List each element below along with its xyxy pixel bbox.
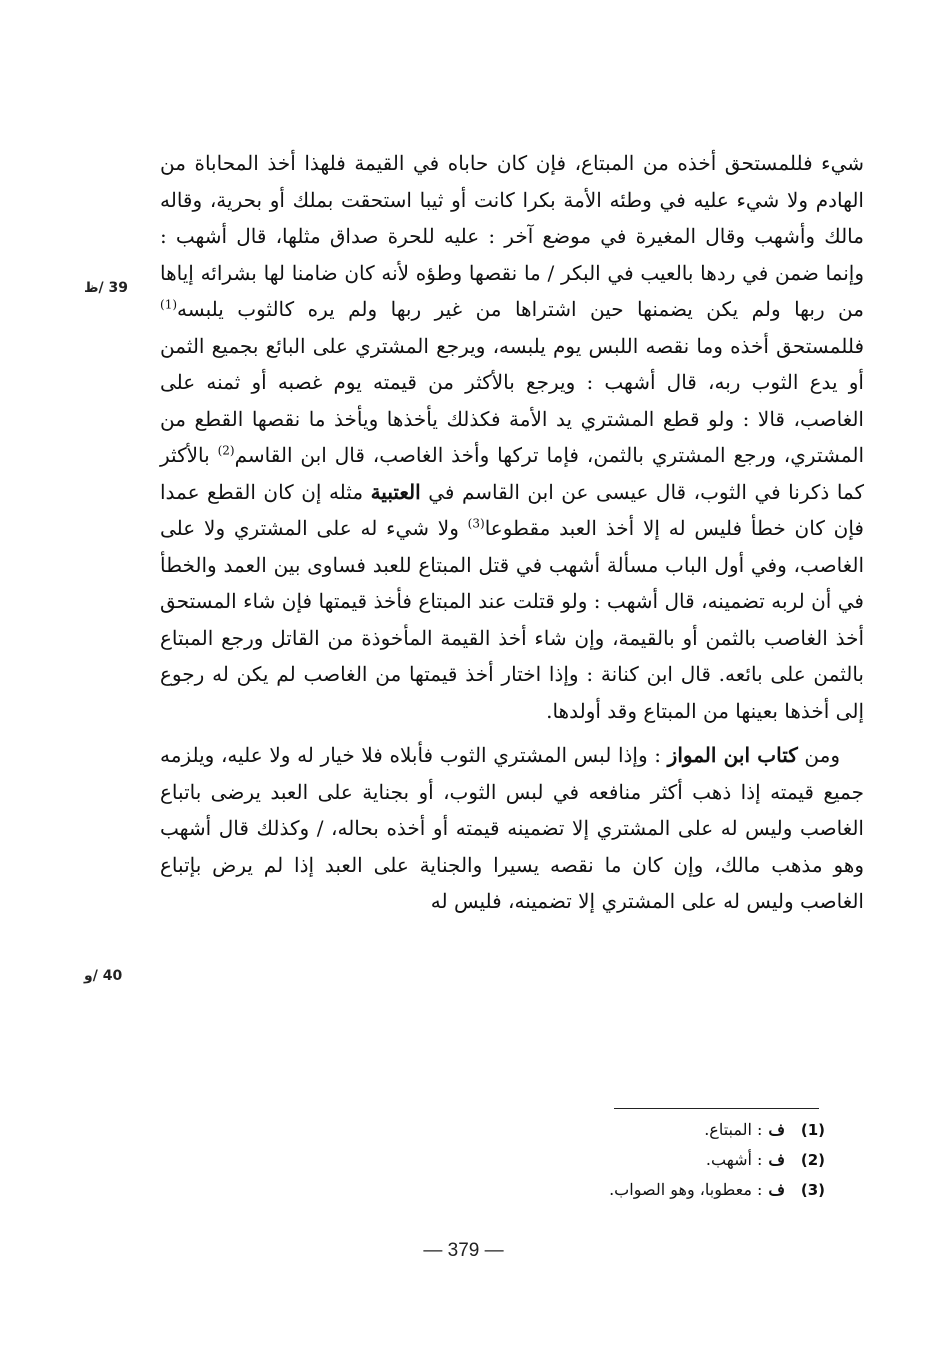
text-run: ومن	[797, 743, 841, 767]
main-text	[160, 145, 864, 920]
folio-marker: 40 /و	[84, 968, 123, 984]
text-run: فللمستحق أخذه وما نقصه اللبس يوم يلبسه، ويرجع المشتري على البائع بجميع الثمن أو يدع الثوب ربه، قال أشهب : ويرجع بالأكثر من قيمته يوم غصبه أو ثمنه على الغاصب، قالا : ولو قطع المشتري يد الأمة فكذلك يأخذها ويأخذ ما نقصها القطع من المشتري، ورجع المشتري بالثمن، فإما تركها وأخذ الغاصب، قال ابن القاسم	[160, 333, 864, 467]
footnote-text: : المبتاع.	[704, 1120, 763, 1139]
footnote-number: (1)	[800, 1121, 825, 1139]
text-run: شيء فللمستحق أخذه من المبتاع، فإن كان حاباه في القيمة فلهذا أخذ المحاباة من الهادم ولا شيء عليه في وطئه الأمة بكرا كانت أو ثيبا استحقت بملك أو بحرية، وقاله مالك وأشهب وقال المغيرة في موضع آخر : عليه للحرة صداق مثلها، قال أشهب : وإنما ضمن في ردها بالعيب في البكر / ما نقصها وطؤه لأنه كان ضامنا لها بشرائه إياها من ربها ولم يكن يضمنها حين اشتراها من غير ربها ولم يره كالثوب يلبسه	[160, 151, 864, 321]
folio-marker: 39 /ظ	[84, 280, 129, 296]
footnote	[540, 1150, 825, 1180]
footnote	[540, 1180, 825, 1210]
text-run: : وإذا لبس المشتري الثوب فأبلاه فلا خيار له ولا عليه، ويلزمه جميع قيمته إذا ذهب أكثر منافعه في لبس الثوب، أو بجناية على العبد يرضى باتباع الغاصب وليس له على المشتري إلا تضمينه قيمته أو أخذه بحاله، / وكذلك قال أشهب وهو مذهب مالك، وإن كان ما نقصه يسيرا والجناية على العبد إذا لم يرض بإتباع الغاصب وليس له على المشتري إلا تضمينه، فليس له	[160, 743, 864, 913]
footnote-ref: (3)	[467, 516, 485, 531]
book-title: كتاب ابن المواز	[667, 743, 798, 767]
paragraph	[160, 145, 864, 729]
paragraph	[160, 737, 864, 920]
text-run: بالأكثر كما ذكرنا في الثوب، قال عيسى عن ابن القاسم في	[160, 443, 864, 504]
footnote	[540, 1120, 825, 1150]
footnote-number: (2)	[800, 1151, 825, 1169]
book-title: العتبية	[370, 479, 421, 504]
text-run: ولا شيء له على المشتري ولا على الغاصب، وفي أول الباب مسألة أشهب في قتل المبتاع للعبد فساوى بين العمد والخطأ في أن لربه تضمينه، قال أشهب : ولو قتلت عند المبتاع فأخذ قيمتها فإن شاء المستحق أخذ الغاصب بالثمن أو بالقيمة، وإن شاء أخذ القيمة المأخوذة من القاتل ورجع المبتاع بالثمن على بائعه. قال ابن كنانة : وإذا اختار أخذ قيمتها من الغاصب لم يكن له رجوع إلى أخذها بعينها من المبتاع وقد أولدها.	[160, 516, 864, 723]
manuscript-siglum: ف	[768, 1150, 785, 1169]
manuscript-siglum: ف	[768, 1180, 785, 1199]
footnote-text: : أشهب.	[705, 1150, 763, 1169]
page-number: — 379 —	[423, 1240, 504, 1261]
manuscript-siglum: ف	[768, 1120, 785, 1139]
footnote-ref: (2)	[217, 443, 235, 458]
footnotes	[540, 1120, 825, 1210]
footnote-ref: (1)	[160, 297, 178, 312]
footnote-divider	[614, 1108, 819, 1109]
text-run: مثله إن كان القطع عمدا فإن كان خطأ فليس له إلا أخذ العبد مقطوعا	[160, 479, 864, 540]
footnote-text: : معطوبا، وهو الصواب.	[609, 1180, 763, 1199]
footnote-number: (3)	[800, 1181, 825, 1199]
